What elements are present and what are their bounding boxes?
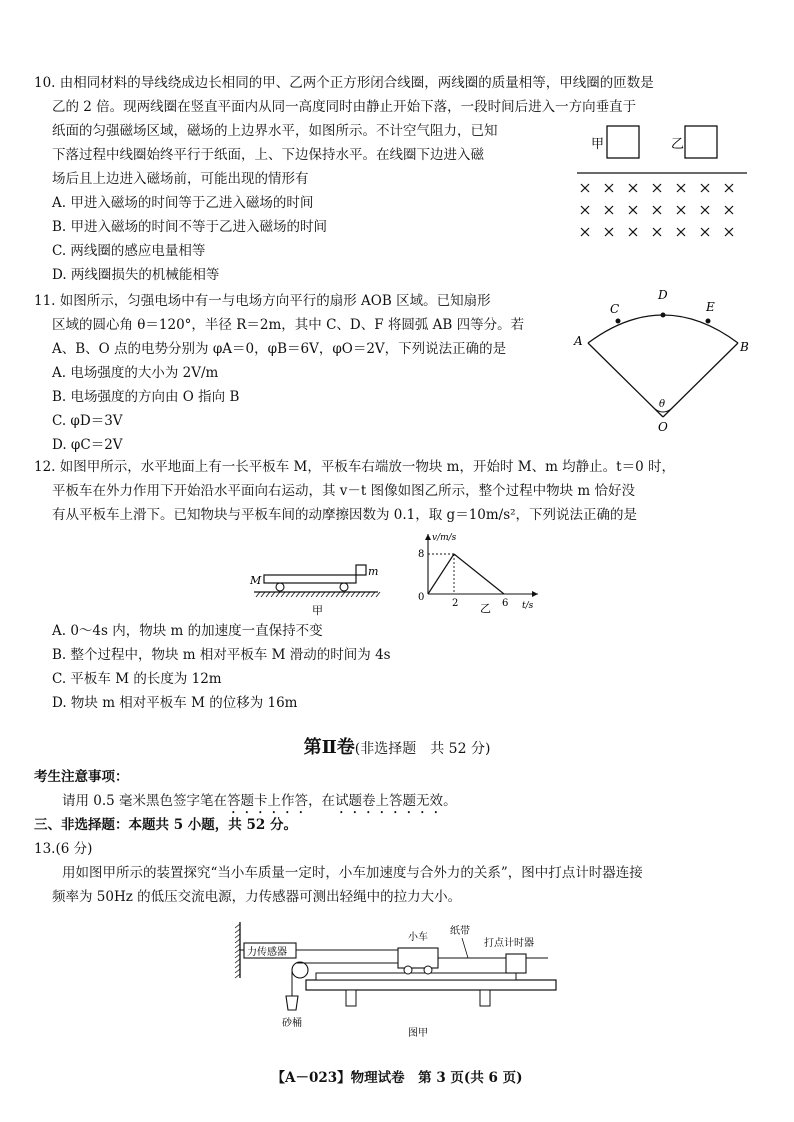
- ticker-timer-label: 打点计时器: [484, 938, 534, 949]
- ground-hatch-line: [296, 592, 300, 597]
- notice-heading: 考生注意事项：: [34, 769, 129, 785]
- ground-hatch-line: [321, 592, 325, 597]
- q10-option-a: A. 甲进入磁场的时间等于乙进入磁场的时间: [52, 195, 314, 211]
- wheel-left: [276, 583, 284, 591]
- q10-line3: 纸面的匀强磁场区域，磁场的上边界水平，如图所示。不计空气阻力，已知: [52, 123, 498, 139]
- ground-hatch-line: [256, 592, 260, 597]
- sand-bucket-label: 砂桶: [282, 1018, 302, 1029]
- q11-figure: [570, 285, 755, 439]
- q10-option-c: C. 两线圈的感应电量相等: [52, 243, 206, 259]
- tick-label-t6: 6: [502, 598, 509, 609]
- wall-hatch-line: [235, 939, 240, 943]
- vt-fall: [454, 554, 504, 594]
- origin-label: 0: [418, 592, 425, 603]
- sand-bucket: [286, 996, 298, 1010]
- q10-option-b: B. 甲进入磁场的时间不等于乙进入磁场的时间: [52, 219, 328, 235]
- x-axis-arrow: [532, 591, 538, 597]
- tick-label-t2: 2: [452, 598, 459, 609]
- label-o: O: [658, 420, 668, 434]
- track-board: [306, 980, 556, 990]
- page-footer: 【A－023】物理试卷 第 3 页(共 6 页): [271, 1070, 523, 1086]
- vt-rise: [428, 554, 454, 594]
- cart: [398, 948, 438, 968]
- coil-jia: [607, 126, 639, 158]
- q10-line2: 乙的 2 倍。现两线圈在竖直平面内从同一高度同时由静止开始下落，一段时间后进入一方向垂直于: [52, 99, 637, 115]
- radius-ob: [663, 343, 738, 417]
- section-three-heading: 三、非选择题：本题共 5 小题，共 52 分。: [34, 817, 297, 833]
- point-e: [706, 319, 711, 324]
- notice-part-c: ，在: [308, 793, 336, 809]
- q12-option-a: A. 0～4s 内，物块 m 的加速度一直保持不变: [52, 623, 323, 639]
- q12-option-d: D. 物块 m 相对平板车 M 的位移为 16m: [52, 695, 298, 711]
- wall-hatch-line: [235, 974, 240, 978]
- q12-line3: 有从平板车上滑下。已知物块与平板车间的动摩擦因数为 0.1，取 g＝10m/s²，下列说法正确的是: [52, 507, 638, 523]
- ground-hatch-line: [376, 592, 380, 597]
- label-block-m: m: [368, 565, 379, 578]
- label-theta: θ: [659, 399, 666, 410]
- ground-hatch-line: [281, 592, 285, 597]
- ground-hatch-line: [261, 592, 265, 597]
- ground-hatch-line: [311, 592, 315, 597]
- y-axis-arrow: [425, 534, 431, 540]
- magnetic-field-crosses: [581, 184, 733, 236]
- ground-hatch-line: [371, 592, 375, 597]
- ticker-timer: [506, 954, 526, 973]
- coil-yi: [685, 126, 717, 158]
- q12-line2: 平板车在外力作用下开始沿水平面向右运动，其 v－t 图像如图乙所示，整个过程中物块 m 恰好没: [52, 483, 636, 499]
- ground-hatch-line: [301, 592, 305, 597]
- q12-figure-yi: [410, 528, 545, 617]
- ground-hatch-line: [266, 592, 270, 597]
- wall-hatch-line: [235, 964, 240, 968]
- ground-hatch-line: [316, 592, 320, 597]
- label-e: E: [706, 300, 715, 314]
- notice-part-a: 请用 0.5 毫米黑色签字笔在: [62, 793, 228, 809]
- ground-hatch-line: [306, 592, 310, 597]
- q13-figure: [228, 918, 568, 1047]
- ground-hatch-line: [286, 592, 290, 597]
- block-m: [356, 565, 366, 575]
- q13-figure-caption: 图甲: [408, 1028, 428, 1039]
- q12-option-b: B. 整个过程中，物块 m 相对平板车 M 滑动的时间为 4s: [52, 647, 391, 663]
- ground-hatch-line: [331, 592, 335, 597]
- notice-text: [62, 790, 457, 817]
- ground-hatch: [256, 592, 380, 597]
- arc-ab: [588, 315, 738, 343]
- label-a: A: [574, 334, 583, 348]
- label-c: C: [610, 302, 620, 316]
- q10-figure: [575, 118, 750, 247]
- point-d: [661, 313, 666, 318]
- ground-hatch-line: [361, 592, 365, 597]
- q10-line1: 10. 由相同材料的导线绕成边长相同的甲、乙两个正方形闭合线圈，两线圈的质量相等，甲线圈的匝数是: [34, 75, 654, 91]
- label-d: D: [658, 288, 668, 302]
- wall-hatch-line: [235, 954, 240, 958]
- wall-hatch-line: [235, 949, 240, 953]
- q11-option-a: A. 电场强度的大小为 2V/m: [52, 365, 219, 381]
- caption-yi: 乙: [480, 602, 491, 613]
- ground-hatch-line: [351, 592, 355, 597]
- ground-hatch-line: [336, 592, 340, 597]
- y-axis-label: v/m/s: [432, 533, 457, 543]
- notice-part-b: 答题卡上作答: [227, 793, 309, 809]
- cart-wheel-left: [404, 966, 412, 974]
- point-c: [616, 319, 621, 324]
- q11-option-b: B. 电场强度的方向由 O 指向 B: [52, 389, 240, 405]
- leg-right: [480, 990, 490, 1006]
- label-b: B: [740, 340, 749, 354]
- q10-line5: 场后且上边进入磁场前，可能出现的情形有: [52, 171, 309, 187]
- tape-pointer: [462, 938, 468, 958]
- force-sensor-label: 力传感器: [247, 947, 287, 958]
- q11-line2: 区域的圆心角 θ＝120°，半径 R＝2m，其中 C、D、F 将圆弧 AB 四等分。若: [52, 317, 525, 333]
- q11-option-c: C. φD＝3V: [52, 413, 123, 429]
- cart-wheel-right: [424, 966, 432, 974]
- pulley: [292, 962, 308, 978]
- paper-tape-label: 纸带: [450, 926, 470, 937]
- q11-line3: A、B、O 点的电势分别为 φA＝0，φB＝6V，φO＝2V，下列说法正确的是: [52, 341, 507, 357]
- ground-hatch-line: [271, 592, 275, 597]
- wall-hatch-line: [235, 929, 240, 933]
- label-cart-m: M: [250, 574, 262, 587]
- ground-hatch-line: [356, 592, 360, 597]
- ground-hatch-line: [291, 592, 295, 597]
- q11-line1: 11. 如图所示，匀强电场中有一与电场方向平行的扇形 AOB 区域。已知扇形: [34, 293, 491, 309]
- tick-label-v8: 8: [418, 549, 425, 560]
- q13-heading: 13.(6 分): [34, 841, 93, 857]
- q13-line2: 频率为 50Hz 的低压交流电源，力传感器可测出轻绳中的拉力大小。: [52, 889, 462, 905]
- track-top: [316, 973, 516, 980]
- ground-hatch-line: [326, 592, 330, 597]
- ground-hatch-line: [346, 592, 350, 597]
- part-two-title-main: 第Ⅱ卷: [303, 737, 355, 758]
- part-two-title-sub: (非选择题 共 52 分): [354, 741, 491, 757]
- part-two-title: [0, 733, 794, 759]
- coil-jia-label: 甲: [591, 137, 605, 152]
- wall-hatch-line: [235, 959, 240, 963]
- x-axis-label: t/s: [522, 601, 534, 611]
- cart-label: 小车: [408, 932, 428, 943]
- notice-part-d: 试题卷上答题无效: [335, 793, 444, 809]
- caption-jia: 甲: [312, 604, 323, 617]
- notice-part-e: 。: [443, 793, 457, 809]
- wall-hatch: [235, 924, 240, 978]
- coil-yi-label: 乙: [671, 137, 685, 152]
- wall-hatch-line: [235, 969, 240, 973]
- cart-body: [264, 575, 356, 583]
- q12-figure-jia: [248, 560, 383, 624]
- ground-hatch-line: [341, 592, 345, 597]
- wheel-right: [340, 583, 348, 591]
- leg-left: [346, 990, 356, 1006]
- wall-hatch-line: [235, 944, 240, 948]
- wall-hatch-line: [235, 934, 240, 938]
- ground-hatch-line: [366, 592, 370, 597]
- wall-hatch-line: [235, 924, 240, 928]
- q10-option-d: D. 两线圈损失的机械能相等: [52, 267, 220, 283]
- q12-option-c: C. 平板车 M 的长度为 12m: [52, 671, 222, 687]
- ground-hatch-line: [276, 592, 280, 597]
- q10-line4: 下落过程中线圈始终平行于纸面，上、下边保持水平。在线圈下边进入磁: [52, 147, 484, 163]
- q11-option-d: D. φC＝2V: [52, 437, 123, 453]
- radius-oa: [588, 343, 666, 417]
- q12-line1: 12. 如图甲所示，水平地面上有一长平板车 M，平板车右端放一物块 m，开始时 M、m 均静止。t＝0 时，: [34, 459, 675, 475]
- q13-line1: 用如图甲所示的装置探究“当小车质量一定时，小车加速度与合外力的关系”，图中打点计时器连接: [62, 865, 643, 881]
